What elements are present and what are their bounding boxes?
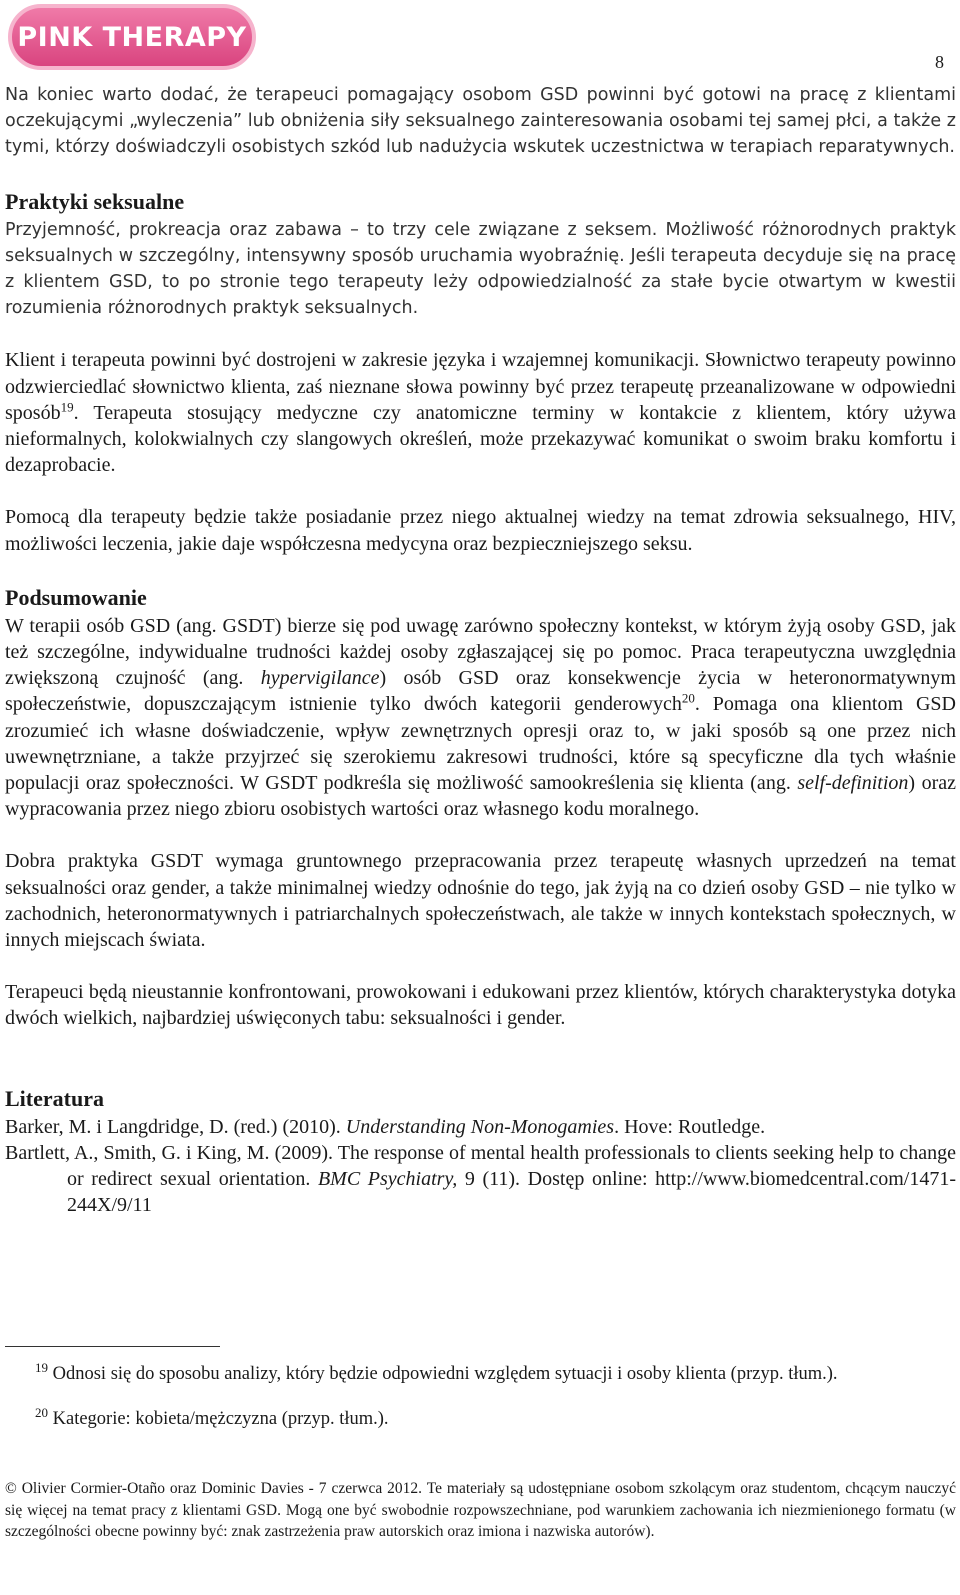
pink-therapy-logo bbox=[8, 4, 256, 70]
copyright-notice bbox=[5, 1478, 956, 1543]
paragraph-podsumowanie: W terapii osób GSD (ang. GSDT) bierze się pod uwagę zarówno społeczny kontekst, w którym żyją osoby GSD, jak też szczególne, indywidualne trudności każdej osoby zgłaszającej się po pomoc. Praca terapeutyczna uwzględnia zwiększoną czujność (ang. hypervigilance) osób GSD oraz konsekwencje życia w heteronormatywnym społeczeństwie, dopuszczającym istnienie tylko dwóch kategorii genderowych$^{20}$. Pomaga ona klientom GSD zrozumieć ich własne doświadczenie, wpływ zewnętrznych opresji oraz to, w jaki sposób są one przez nich uwewnętrzniane, a także przyjrzeć się szerokiemu zakresowi trudności, które są specyficzne dla tych właśnie populacji oraz społeczności. W GSDT podkreśla się możliwość samookreślenia się klienta (ang. self-definition) oraz wypracowania przez niego zbioru osobistych wartości oraz własnego kodu moralnego. bbox=[5, 614, 957, 821]
paragraph-praktyki: Przyjemność, prokreacja oraz zabawa – to trzy cele związane z seksem. Możliwość różnorodnych praktyk seksualnych w szczególny, intensywny sposób uruchamia wyobraźnię. Jeśli terapeuta decyduje się na pracę z klientem GSD, to po stronie tego terapeuty leży odpowiedzialność za stałe bycie otwartym w kwestii rozumienia różnorodnych praktyk seksualnych. bbox=[5, 219, 956, 319]
reference-barker: Barker, M. i Langdridge, D. (red.) (2010). Understanding Non-Monogamies. Hove: Routledge. bbox=[5, 1115, 766, 1138]
heading-literatura: Literatura bbox=[5, 1085, 104, 1111]
footnote-divider bbox=[5, 1346, 220, 1347]
paragraph-intro: Na koniec warto dodać, że terapeuci pomagający osobom GSD powinni być gotowi na pracę z klientami oczekującymi „wyleczenia” lub obniżenia siły seksualnego zainteresowania osobami tej samej płci, a także z tymi, którzy doświadczyli osobistych szkód lub nadużycia wskutek uczestnictwa w terapiach reparatywnych. bbox=[5, 85, 956, 158]
paragraph-wiedza: Pomocą dla terapeuty będzie także posiadanie przez niego aktualnej wiedzy na temat zdrowia seksualnego, HIV, możliwości leczenia, jakie daje współczesna medycyna oraz bezpieczniejszego seksu. bbox=[5, 506, 956, 555]
footnote-ref-20: 20 bbox=[681, 690, 695, 706]
footnote-20: $^{20}$ Kategorie: kobieta/mężczyzna (przyp. tłum.). bbox=[35, 1404, 389, 1429]
heading-podsumowanie: Podsumowanie bbox=[5, 584, 147, 610]
main-content bbox=[5, 82, 956, 1219]
paragraph-terapeuci: Terapeuci będą nieustannie konfrontowani, prowokowani i edukowani przez klientów, których charakterystyka dotyka dwóch wielkich, najbardziej uświęconych tabu: seksualności i gender. bbox=[5, 981, 956, 1030]
reference-bartlett: Bartlett, A., Smith, G. i King, M. (2009). The response of mental health professionals to clients seeking help to change or redirect sexual orientation. BMC Psychiatry, 9 (11). Dostęp online: http://www.biomedcentral.com/1471-244X/9/11 bbox=[5, 1141, 956, 1217]
paragraph-dobra-praktyka: Dobra praktyka GSDT wymaga gruntownego przepracowania przez terapeutę własnych uprzedzeń na temat seksualności oraz gender, a także minimalnej wiedzy odnośnie do tego, jak żyją na co dzień osoby GSD – nie tylko w zachodnich, heteronormatywnych i patriarchalnych społeczeństwach, ale także w innych kontekstach społecznych, w innych miejscach świata. bbox=[5, 850, 956, 952]
footnote-ref-19: 19 bbox=[60, 399, 74, 415]
page-number: 8 bbox=[935, 52, 944, 72]
heading-praktyki-seksualne: Praktyki seksualne bbox=[5, 188, 185, 214]
footnotes bbox=[5, 1359, 956, 1432]
paragraph-komunikacja: Klient i terapeuta powinni być dostrojeni w zakresie języka i wzajemnej komunikacji. Słownictwo terapeuty powinno odzwierciedlać słownictwo klienta, zaś nieznane słowa powinny być przez terapeutę przeanalizowane w odpowiedni sposób$^{19}$. Terapeuta stosujący medyczne czy anatomiczne terminy w kontakcie z klientem, który używa nieformalnych, kolokwialnych czy slangowych określeń, może przekazywać komunikat o swoim braku komfortu i dezaprobacie. bbox=[5, 349, 956, 477]
copyright-text: © Olivier Cormier-Otaño oraz Dominic Davies - 7 czerwca 2012. Te materiały są udostępniane osobom szkolącym oraz studentom, chcącym nauczyć się więcej na temat pracy z klientami GSD. Mogą one być swobodnie rozpowszechniane, pod warunkiem zachowania ich niezmienionego formatu (w szczególności obecne powinny być: znak zastrzeżenia praw autorskich oraz imiona i nazwiska autorów). bbox=[5, 1480, 956, 1540]
footnote-19: $^{19}$ Odnosi się do sposobu analizy, który będzie odpowiedni względem sytuacji i osoby klienta (przyp. tłum.). bbox=[35, 1359, 838, 1384]
logo-text: PINK THERAPY bbox=[17, 21, 247, 53]
